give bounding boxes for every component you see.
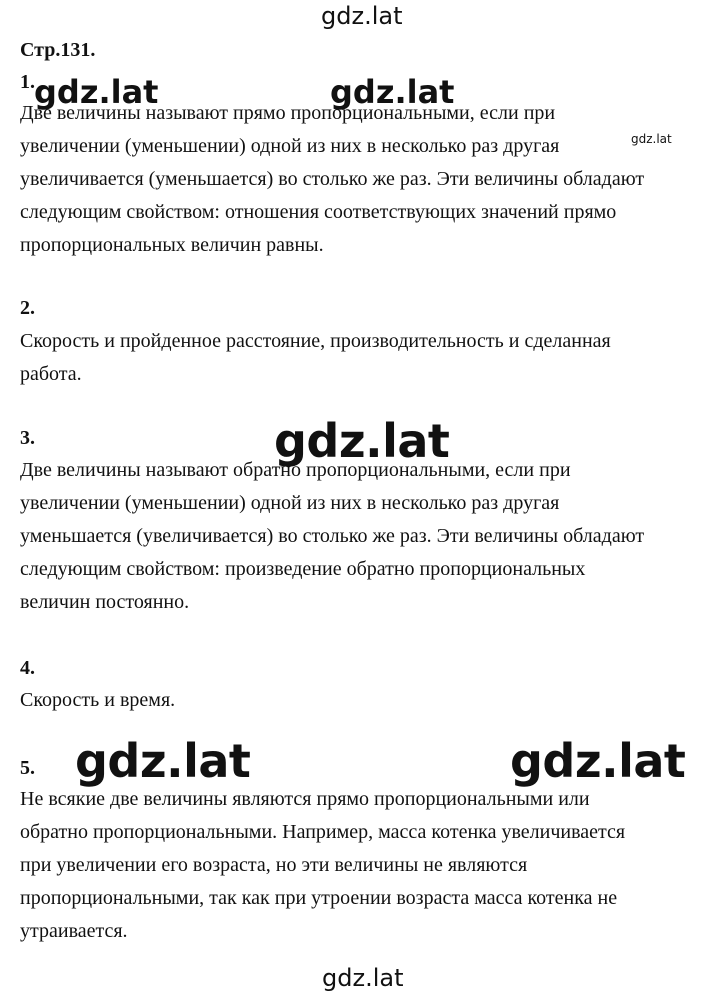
section-3-number: 3. (20, 427, 35, 449)
section-5-number: 5. (20, 757, 35, 779)
watermark-low-right: gdz.lat (510, 734, 686, 788)
section-2-number: 2. (20, 297, 35, 319)
watermark-top: gdz.lat (321, 2, 403, 30)
section-2-line: работа. (20, 363, 82, 385)
section-3-line: следующим свойством: произведение обратно пропорциональных (20, 558, 586, 580)
section-4-text (20, 684, 710, 717)
watermark-bottom: gdz.lat (322, 964, 404, 992)
section-4-number: 4. (20, 657, 35, 679)
section-1-text (20, 97, 710, 262)
section-3-line: увеличении (уменьшении) одной из них в несколько раз другая (20, 492, 560, 514)
section-1-line: пропорциональных величин равны. (20, 234, 324, 256)
watermark-right-tiny: gdz.lat (631, 132, 672, 146)
section-3-line: уменьшается (увеличивается) во столько же раз. Эти величины обладают (20, 525, 645, 547)
watermark-center: gdz.lat (274, 414, 450, 468)
section-1-line: Две величины называют прямо пропорциональными, если при (20, 102, 556, 124)
page-title: Стр.131. (20, 39, 96, 61)
section-5-text (20, 783, 710, 948)
section-1-line: следующим свойством: отношения соответствующих значений прямо (20, 201, 617, 223)
section-4-line: Скорость и время. (20, 689, 176, 711)
watermark-mid: gdz.lat (330, 73, 455, 111)
section-3-text (20, 454, 710, 619)
section-1-number: 1. (20, 71, 35, 93)
section-5-line: утраивается. (20, 920, 128, 942)
section-3-line: величин постоянно. (20, 591, 190, 613)
section-2-text (20, 325, 710, 391)
watermark-low-left: gdz.lat (75, 734, 251, 788)
section-5-line: Не всякие две величины являются прямо пропорциональными или (20, 788, 590, 810)
section-5-line: пропорциональными, так как при утроении возраста масса котенка не (20, 887, 618, 909)
section-3-line: Две величины называют обратно пропорциональными, если при (20, 459, 571, 481)
section-1-line: увеличивается (уменьшается) во столько же раз. Эти величины обладают (20, 168, 645, 190)
section-5-line: при увеличении его возраста, но эти величины не являются (20, 854, 528, 876)
watermark-left: gdz.lat (34, 73, 159, 111)
section-5-line: обратно пропорциональными. Например, масса котенка увеличивается (20, 821, 626, 843)
section-2-line: Скорость и пройденное расстояние, производительность и сделанная (20, 330, 611, 352)
section-1-line: увеличении (уменьшении) одной из них в несколько раз другая (20, 135, 560, 157)
